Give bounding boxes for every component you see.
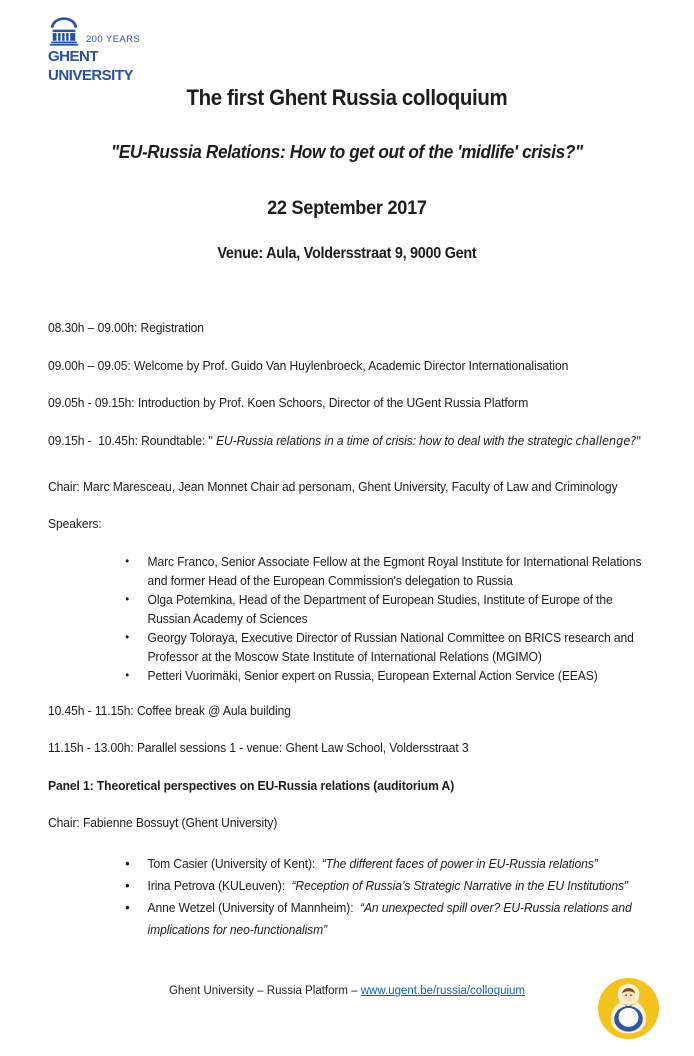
speaker-list-item (125, 590, 646, 628)
logo-ghent-label: GHENT (48, 48, 98, 65)
footer-text: Ghent University – Russia Platform – (168, 985, 361, 997)
panel1-heading: Panel 1: Theoretical perspectives on EU-Russia relations (auditorium A) (48, 777, 455, 793)
bullet-icon: • (125, 553, 130, 568)
roundtable-chair: Chair: Marc Maresceau, Jean Monnet Chair ad personam, Ghent University, Faculty of Law and Criminology (48, 478, 618, 494)
roundtable-title: EU-Russia relations in a time of crisis: how to deal with the strategic (216, 432, 576, 448)
schedule-coffee-break: 10.45h - 11.15h: Coffee break @ Aula building (48, 702, 291, 718)
roundtable-time-label: 09.15h - 10.45h: Roundtable: " (48, 432, 217, 448)
schedule-welcome: 09.00h – 09.05: Welcome by Prof. Guido Van Huylenbroeck, Academic Director Internationalisation (48, 357, 569, 373)
speakers-label: Speakers: (48, 516, 102, 531)
event-venue: Venue: Aula, Voldersstraat 9, 9000 Gent (217, 245, 477, 262)
talk-title: “An unexpected spill over? EU-Russia relations and implications for neo-functionalism” (147, 900, 635, 937)
footer (0, 985, 694, 997)
matryoshka-icon (597, 977, 660, 1040)
logo-200-years-label: 200 YEARS (86, 34, 141, 45)
event-date: 22 September 2017 (267, 197, 427, 219)
talk-title: “The different faces of power in EU-Russia relations” (321, 856, 598, 871)
bullet-icon: • (125, 591, 130, 606)
document-subtitle-quote: "EU-Russia Relations: How to get out of the 'midlife' crisis?" (111, 141, 583, 162)
talk-speaker: Anne Wetzel (University of Mannheim): (147, 900, 361, 915)
roundtable-title-end: challenge?" (575, 433, 642, 448)
document-header (0, 86, 694, 263)
bullet-icon: • (125, 878, 130, 893)
program-body (48, 318, 646, 941)
ghent-university-logo (48, 17, 140, 84)
talk-title: “Reception of Russia’s Strategic Narrative in the EU Institutions” (291, 878, 628, 893)
schedule-roundtable (48, 431, 646, 451)
schedule-parallel-sessions: 11.15h - 13.00h: Parallel sessions 1 - venue: Ghent Law School, Voldersstraat 3 (48, 740, 469, 755)
talk-list-item (125, 897, 646, 941)
speakers-list (48, 552, 646, 685)
bullet-icon: • (125, 856, 130, 871)
speaker-text: Olga Potemkina, Head of the Department of European Studies, Institute of Europe of the Russian Academy of Sciences (147, 591, 616, 626)
bullet-icon: • (125, 900, 130, 915)
bullet-icon: • (125, 667, 130, 682)
speaker-text: Petteri Vuorimäki, Senior expert on Russia, European External Action Service (EEAS) (147, 667, 598, 683)
talk-speaker: Tom Casier (University of Kent): (147, 856, 322, 871)
logo-university-label: UNIVERSITY (48, 67, 134, 84)
university-building-icon (48, 17, 80, 46)
schedule-introduction: 09.05h - 09.15h: Introduction by Prof. Koen Schoors, Director of the UGent Russia Platform (48, 395, 529, 410)
speaker-text: Georgy Toloraya, Executive Director of Russian National Committee on BRICS research and Professor at the Moscow State Institute of International Relations (MGIMO) (147, 629, 641, 664)
talk-list-item (125, 853, 646, 875)
schedule-registration: 08.30h – 09.00h: Registration (48, 320, 204, 335)
talk-speaker: Irina Petrova (KULeuven): (147, 878, 292, 893)
bullet-icon: • (125, 629, 130, 644)
speaker-list-item (125, 666, 646, 685)
speaker-text: Marc Franco, Senior Associate Fellow at the Egmont Royal Institute for International Relations and former Head of the European Commission's delegation to Russia (147, 553, 645, 588)
panel1-talks-list (48, 853, 646, 941)
panel1-chair: Chair: Fabienne Bossuyt (Ghent University) (48, 815, 278, 830)
footer-link[interactable]: www.ugent.be/russia/colloquium (360, 985, 526, 997)
talk-list-item (125, 875, 646, 897)
document-title: The first Ghent Russia colloquium (186, 85, 508, 110)
speaker-list-item (125, 628, 646, 666)
speaker-list-item (125, 552, 646, 590)
